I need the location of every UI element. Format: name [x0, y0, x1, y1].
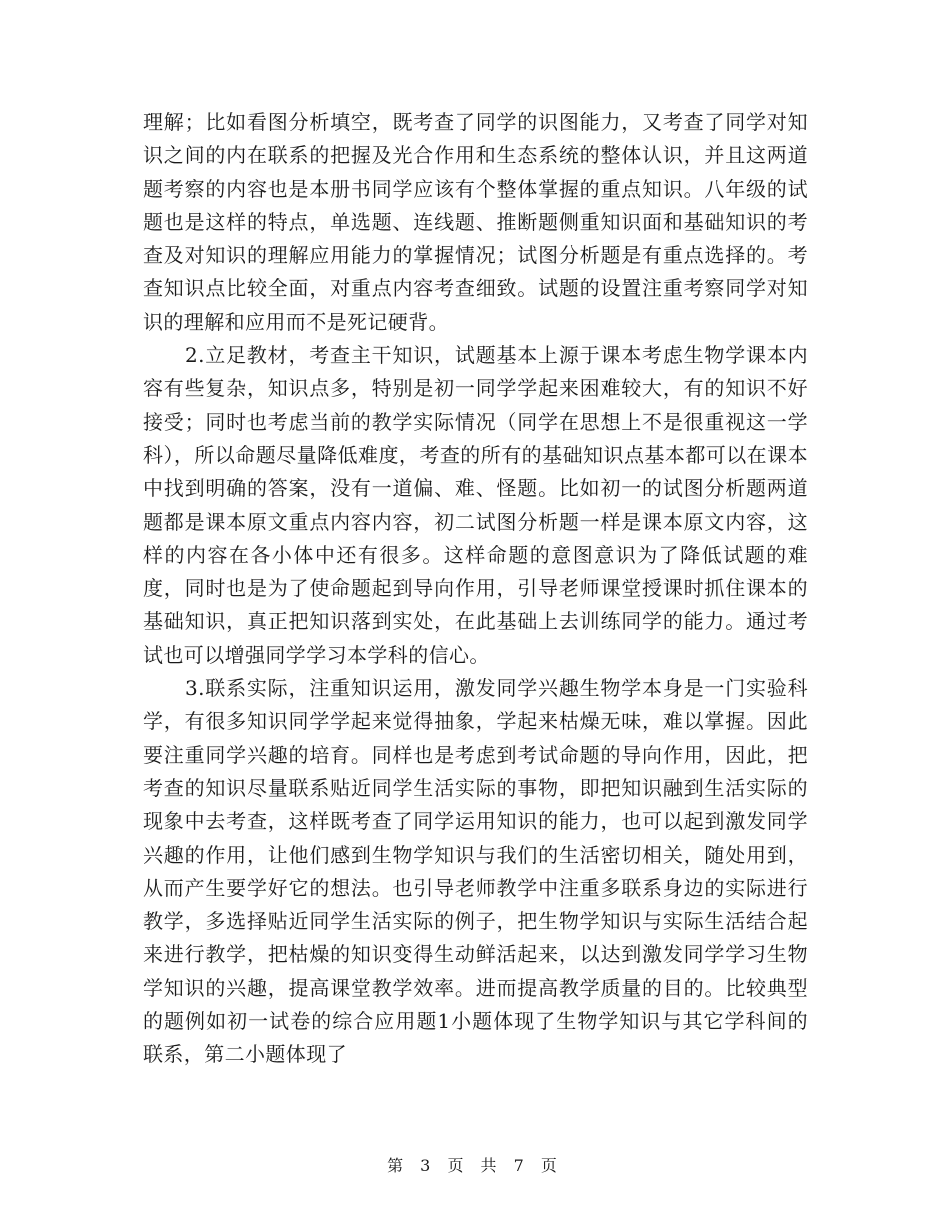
paragraph-3: 3.联系实际，注重知识运用，激发同学兴趣生物学本身是一门实验科学，有很多知识同学学起来觉得抽象，学起来枯燥无味，难以掌握。因此要注重同学兴趣的培育。同样也是考虑到考试命题的导向作用，因此，把考查的知识尽量联系贴近同学生活实际的事物，即把知识融到生活实际的现象中去考查，这样既考查了同学运用知识的能力，也可以起到激发同学兴趣的作用，让他们感到生物学知识与我们的生活密切相关，随处用到，从而产生要学好它的想法。也引导老师教学中注重多联系身边的实际进行教学，多选择贴近同学生活实际的例子，把生物学知识与实际生活结合起来进行教学，把枯燥的知识变得生动鲜活起来，以达到激发同学学习生物学知识的兴趣，提高课堂教学效率。进而提高教学质量的目的。比较典型的题例如初一试卷的综合应用题1小题体现了生物学知识与其它学科间的联系，第二小题体现了 [143, 676, 808, 1067]
page-number-footer: 第 3 页 共 7 页 [387, 1156, 563, 1175]
paragraph-1: 理解；比如看图分析填空，既考查了同学的识图能力，又考查了同学对知识之间的内在联系的把握及光合作用和生态系统的整体认识，并且这两道题考察的内容也是本册书同学应该有个整体掌握的重点知识。八年级的试题也是这样的特点，单选题、连线题、推断题侧重知识面和基础知识的考查及对知识的理解应用能力的掌握情况；试图分析题是有重点选择的。考查知识点比较全面，对重点内容考查细致。试题的设置注重考察同学对知识的理解和应用而不是死记硬背。 [143, 110, 808, 334]
document-body [143, 106, 808, 1072]
paragraph-2: 2.立足教材，考查主干知识，试题基本上源于课本考虑生物学课本内容有些复杂，知识点多，特别是初一同学学起来困难较大，有的知识不好接受；同时也考虑当前的教学实际情况（同学在思想上不是很重视这一学科），所以命题尽量降低难度，考查的所有的基础知识点基本都可以在课本中找到明确的答案，没有一道偏、难、怪题。比如初一的试图分析题两道题都是课本原文重点内容内容，初二试图分析题一样是课本原文内容，这样的内容在各小体中还有很多。这样命题的意图意识为了降低试题的难度，同时也是为了使命题起到导向作用，引导老师课堂授课时抓住课本的基础知识，真正把知识落到实处，在此基础上去训练同学的能力。通过考试也可以增强同学学习本学科的信心。 [143, 343, 808, 667]
